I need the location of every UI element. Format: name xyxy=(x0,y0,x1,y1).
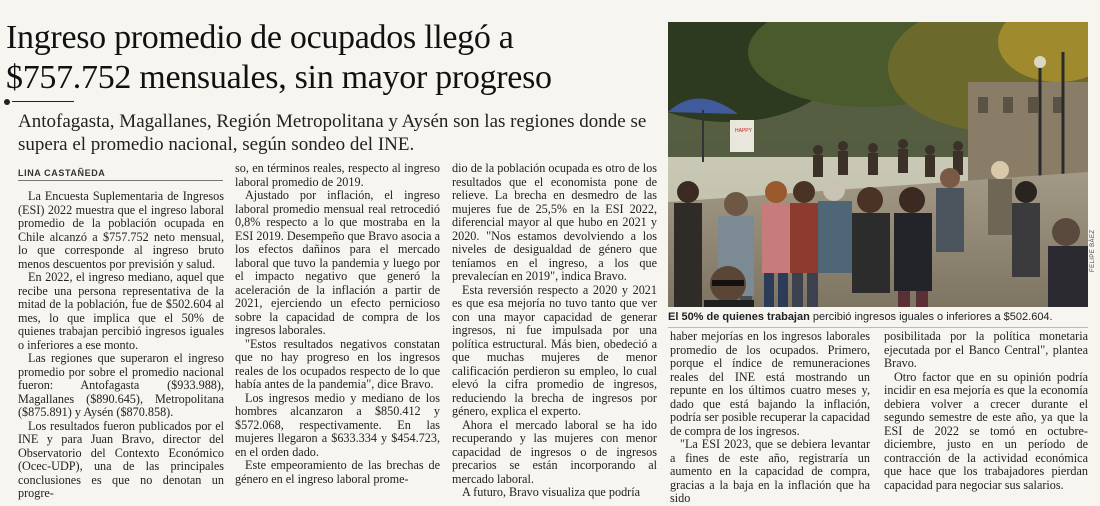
paragraph: Esta reversión respecto a 2020 y 2021 es que esa mejoría no tuvo tanto que ver con una mayor capacidad de generar ingresos, ni fue impulsada por una política estructural. Más bien, obedeció a que muchas mujeres de menor calificación perdieron su empleo, lo cual elevó la cifra promedio de ingresos, reduciendo la brecha de ingresos por género, explica el experto. xyxy=(452,282,657,418)
caption-bold: El 50% de quienes trabajan xyxy=(668,311,810,323)
street-crowd-photo xyxy=(668,22,1088,307)
caption-divider xyxy=(668,327,1088,328)
paragraph: Las regiones que superaron el ingreso promedio por sobre el promedio nacional fueron: Antofagasta ($933.988), Magallanes ($890.645), Metropolitana ($875.891) y Aysén ($870.858). xyxy=(18,351,224,419)
paragraph: "Estos resultados negativos constatan que no hay progreso en los ingresos reales de los ocupados respecto de lo que había antes de la pandemia", dice Bravo. xyxy=(235,336,440,391)
caption-text: percibió ingresos iguales o inferiores a $502.604. xyxy=(809,311,1053,323)
paragraph: Ajustado por inflación, el ingreso laboral promedio mensual real retrocedió 0,8% respecto a lo que mostraba en la ESI 2019. Desempeño que Bravo asocia a los efectos dañinos para el mercado laboral que tuvo la pandemia y luego por el impacto negativo que generó la aceleración de la inflación a partir de 2021, ejerciendo un efecto pernicioso sobre la capacidad de compra de los ingresos laborales. xyxy=(235,188,440,337)
decorative-dot xyxy=(4,99,10,105)
paragraph: Los ingresos medio y mediano de los hombres alcanzaron a $850.412 y $572.068, respectivamente. En las mujeres llegaron a $633.334 y $454.723, en el orden dado. xyxy=(235,390,440,459)
article-column-5 xyxy=(884,330,1088,492)
byline: LINA CASTAÑEDA xyxy=(18,168,106,178)
headline-line-1: Ingreso promedio de ocupados llegó a xyxy=(6,19,514,56)
paragraph: dio de la población ocupada es otro de los resultados que el economista pone de relieve. La brecha en desmedro de las mujeres fue de 25,5% en la ESI 2022, diferencial mayor al que hubo en 2021 y 2020. "Nos estamos devolviendo a los niveles de desigualdad de género que teníamos en el ingreso, a los que prevalecían en 2019", indica Bravo. xyxy=(452,161,657,283)
article-column-3 xyxy=(452,162,657,500)
article-column-4 xyxy=(670,330,870,506)
byline-divider xyxy=(18,180,223,181)
photo-credit: FELIPE BÁEZ xyxy=(1090,229,1096,272)
paragraph: haber mejorías en los ingresos laborales promedio de los ocupados. Primero, porque el índice de remuneraciones reales del INE está mostrando un repunte en los últimos cuatro meses y, dado que está bajando la inflación, podría ser posible recuperar la capacidad de compra de los ingresos. xyxy=(670,329,870,438)
paragraph: La Encuesta Suplementaria de Ingresos (ESI) 2022 muestra que el ingreso laboral promedio de la población ocupada en Chile alcanzó a $757.752 neto mensual, lo que corresponde al ingreso bruto menos descuentos por previsión y salud. xyxy=(18,189,224,271)
decorative-rule xyxy=(12,101,74,102)
article-column-2 xyxy=(235,162,440,486)
headline-line-2: $757.752 mensuales, sin mayor progreso xyxy=(6,59,552,96)
paragraph: A futuro, Bravo visualiza que podría xyxy=(462,485,641,499)
paragraph: posibilitada por la política monetaria ejecutada por el Banco Central", plantea Bravo. xyxy=(884,329,1088,370)
paragraph: Otro factor que en su opinión podría incidir en esa mejoría es que la economía debiera volver a crecer durante el segundo semestre de este año, ya que la ESI de 2022 se tomó en octubre-diciembre, justo en un período de contracción de la actividad económica que hace que los trabajadores pierdan capacidad para negociar sus salarios. xyxy=(884,369,1088,492)
article-subhead: Antofagasta, Magallanes, Región Metropolitana y Aysén son las regiones donde se supera el promedio nacional, según sondeo del INE. xyxy=(18,111,647,155)
paragraph: En 2022, el ingreso mediano, aquel que recibe una persona representativa de la mitad de la población, fue de $502.604 al mes, lo que implica que el 50% de quienes trabajan percibió ingresos iguales o inferiores a ese monto. xyxy=(18,270,224,352)
article-headline xyxy=(6,18,656,98)
paragraph: Ahora el mercado laboral se ha ido recuperando y las mujeres con menor capacidad de ingresos o de ingresos precarios se están incorporando al mercado laboral. xyxy=(452,417,657,486)
paragraph: "La ESI 2023, que se debiera levantar a fines de este año, registraría un aumento en la capacidad de compra, gracias a la baja en la inflación que ha sido xyxy=(670,437,870,505)
paragraph: Los resultados fueron publicados por el INE y para Juan Bravo, director del Observatorio del Contexto Económico (Ocec-UDP), una de las principales conclusiones es que no denotan un progre- xyxy=(18,418,224,500)
store-sign-text: HAPPY xyxy=(735,128,752,134)
article-column-1 xyxy=(18,190,224,501)
photo-caption xyxy=(668,311,1093,324)
paragraph: so, en términos reales, respecto al ingreso laboral promedio de 2019. xyxy=(235,161,440,189)
paragraph: Este empeoramiento de las brechas de género en el ingreso laboral prome- xyxy=(235,458,440,486)
